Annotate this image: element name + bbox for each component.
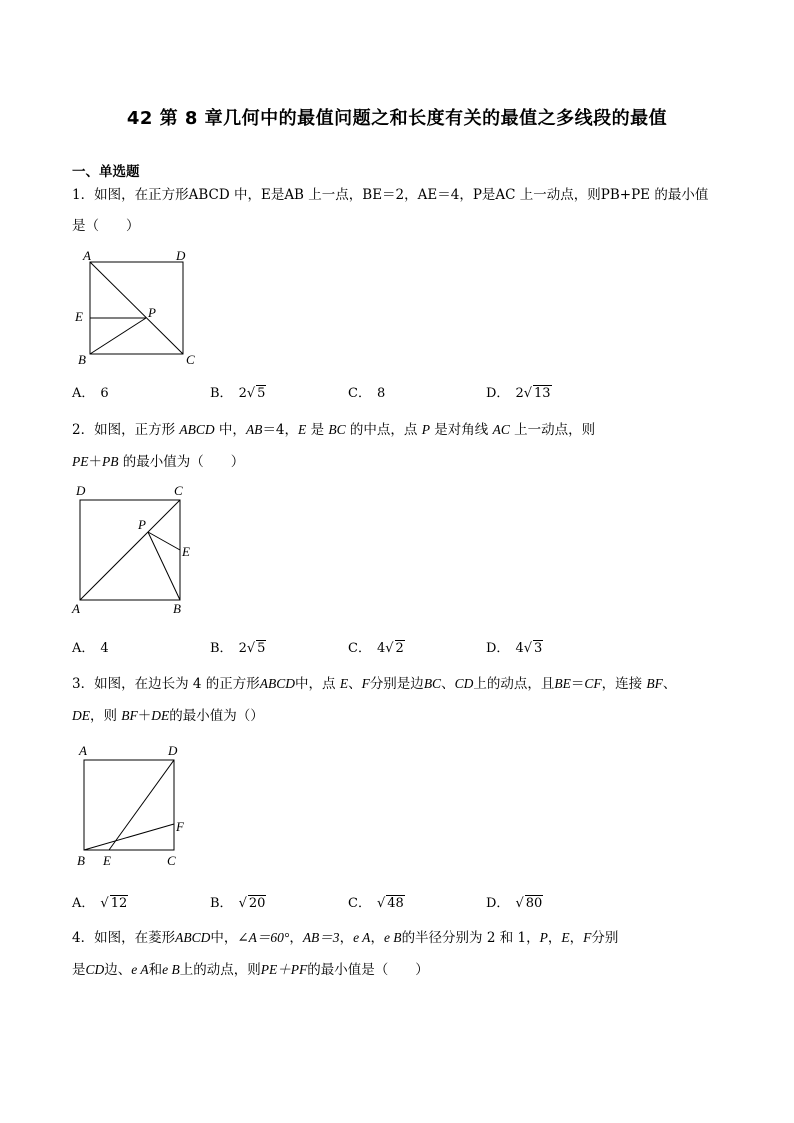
q2-option-d[interactable]: D． 4√ 3 xyxy=(486,641,543,656)
q1-option-d[interactable]: D． 2√ 13 xyxy=(486,386,551,401)
q3-option-c[interactable]: C． √ 48 xyxy=(348,896,404,911)
q1-label-b: B xyxy=(78,352,86,367)
question-3-text: 3．如图，在边长为 4 的正方形ABCD中，点 E、F分别是边BC、CD上的动点，且BE＝CF，连接 BF、 DE，则 BF＋DE的最小值为（） xyxy=(72,676,677,724)
q2-label-d: D xyxy=(76,483,86,498)
sqrt-symbol: √ 12 xyxy=(100,896,128,911)
question-3-options xyxy=(72,892,732,916)
q1-label-a: A xyxy=(83,248,91,263)
q3-label-a: A xyxy=(79,743,87,758)
question-1-figure xyxy=(70,248,200,370)
q3-label-c: C xyxy=(167,853,176,868)
sqrt-symbol: √ 13 xyxy=(523,386,551,401)
q1-label-d: D xyxy=(176,248,186,263)
section-heading: 一、单选题 xyxy=(72,164,140,180)
question-1-options xyxy=(72,382,732,406)
q2-label-e: E xyxy=(182,544,190,559)
q1-option-b[interactable]: B． 2√ 5 xyxy=(210,386,266,401)
q1-label-p: P xyxy=(148,305,156,320)
q3-label-f: F xyxy=(176,819,184,834)
q1-option-c[interactable]: C． 8 xyxy=(348,386,386,401)
q3-option-a[interactable]: A． √ 12 xyxy=(72,896,128,911)
sqrt-symbol: √ 48 xyxy=(376,896,404,911)
q1-option-a[interactable]: A． 6 xyxy=(72,386,109,401)
question-1-text: 1．如图，在正方形ABCD 中，E是AB 上一点，BE＝2，AE＝4，P是AC 上一动点，则PB+PE 的最小值 是（ ） xyxy=(72,187,709,234)
q2-label-a: A xyxy=(72,601,80,616)
q3-option-b[interactable]: B． √ 20 xyxy=(210,896,266,911)
sqrt-symbol: √ 20 xyxy=(238,896,266,911)
sqrt-symbol: √ 5 xyxy=(246,641,266,656)
q3-option-d[interactable]: D． √ 80 xyxy=(486,896,543,911)
q3-label-e: E xyxy=(103,853,111,868)
question-3-figure xyxy=(72,740,202,872)
sqrt-symbol: √ 2 xyxy=(385,641,404,656)
q2-option-a[interactable]: A． 4 xyxy=(72,641,109,656)
q2-label-p: P xyxy=(138,517,146,532)
q1-label-c: C xyxy=(186,352,195,367)
sqrt-symbol: √ 3 xyxy=(523,641,543,656)
question-2-figure xyxy=(68,482,198,618)
q2-option-c[interactable]: C． 4√ 2 xyxy=(348,641,404,656)
page-title: 42 第 8 章几何中的最值问题之和长度有关的最值之多线段的最值 xyxy=(126,108,668,129)
question-2-options xyxy=(72,637,732,661)
q2-option-b[interactable]: B． 2√ 5 xyxy=(210,641,266,656)
question-2-text: 2．如图，正方形 ABCD 中，AB＝4，E 是 BC 的中点，点 P 是对角线 AC 上一动点，则 PE＋PB 的最小值为（ ） xyxy=(72,422,596,470)
q2-label-b: B xyxy=(173,601,181,616)
q3-label-b: B xyxy=(77,853,85,868)
q2-label-c: C xyxy=(174,483,183,498)
sqrt-symbol: √ 5 xyxy=(246,386,266,401)
question-4-text: 4．如图，在菱形ABCD中，∠A＝60°，AB＝3，e A，e B的半径分别为 2 和 1，P，E，F分别 是CD边、e A和e B上的动点，则PE＋PF的最小值是（ ） xyxy=(72,930,619,978)
sqrt-symbol: √ 80 xyxy=(515,896,543,911)
q3-label-d: D xyxy=(168,743,178,758)
q1-label-e: E xyxy=(75,309,83,324)
